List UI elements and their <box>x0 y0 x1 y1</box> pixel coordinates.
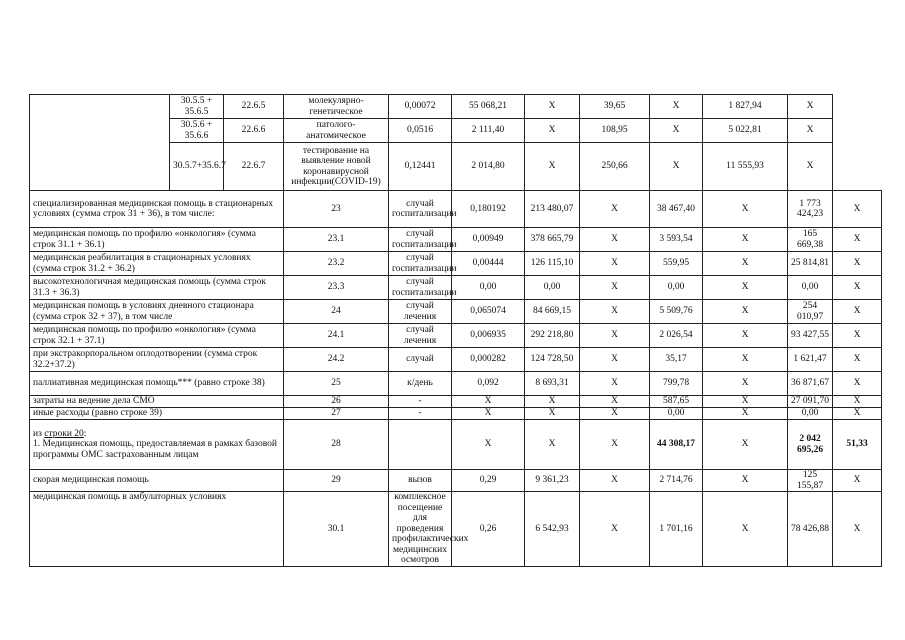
row-name-cell: медицинская помощь в амбулаторных условиях <box>30 492 284 567</box>
value-cell: 11 555,93 <box>703 143 788 191</box>
code-b-cell: 22.6.7 <box>224 143 284 191</box>
value-cell: 0,00 <box>650 276 703 300</box>
cost-cell: 124 728,50 <box>525 348 580 372</box>
value-cell: 1 773 424,23 <box>788 191 833 228</box>
unit-cell: случай госпитализации <box>389 191 452 228</box>
value-cell: X <box>650 119 703 143</box>
value-cell: X <box>703 470 788 492</box>
value-cell: 0,00 <box>788 408 833 420</box>
code-b-cell: 22.6.6 <box>224 119 284 143</box>
table-row <box>30 276 882 300</box>
unit-cell: случай госпитализации <box>389 252 452 276</box>
cost-cell: 84 669,15 <box>525 300 580 324</box>
volume-cell: 0,0516 <box>389 119 452 143</box>
value-cell: 587,65 <box>650 396 703 408</box>
value-cell: 5 022,81 <box>703 119 788 143</box>
value-cell: 39,65 <box>580 95 650 119</box>
volume-cell: 0,006935 <box>452 324 525 348</box>
volume-cell: X <box>452 396 525 408</box>
value-cell: X <box>703 191 788 228</box>
volume-cell: 0,29 <box>452 470 525 492</box>
volume-cell: X <box>452 420 525 470</box>
value-cell: X <box>788 95 833 119</box>
code-a-cell: 30.5.6 + 35.6.6 <box>170 119 224 143</box>
line-cell: 25 <box>284 372 389 396</box>
table-row <box>30 191 882 228</box>
value-cell: X <box>580 228 650 252</box>
value-cell: X <box>833 191 882 228</box>
value-cell: X <box>580 276 650 300</box>
value-cell: 2 026,54 <box>650 324 703 348</box>
cost-cell: 8 693,31 <box>525 372 580 396</box>
row-name-cell: скорая медицинская помощь <box>30 470 284 492</box>
value-cell: X <box>703 396 788 408</box>
value-cell: X <box>580 252 650 276</box>
code-b-cell: 22.6.5 <box>224 95 284 119</box>
volume-cell: X <box>452 408 525 420</box>
value-cell: 254 010,97 <box>788 300 833 324</box>
value-cell: X <box>703 348 788 372</box>
volume-cell: 0,065074 <box>452 300 525 324</box>
line-cell: 24 <box>284 300 389 324</box>
code-a-cell: 30.5.7+35.6.7 <box>170 143 224 191</box>
value-cell: X <box>525 119 580 143</box>
value-cell: X <box>833 252 882 276</box>
volume-cell: 0,26 <box>452 492 525 567</box>
value-cell: 799,78 <box>650 372 703 396</box>
unit-cell: молекулярно-генетическое <box>284 95 389 119</box>
section-name-cell <box>30 420 284 470</box>
value-cell: 2 042 695,26 <box>788 420 833 470</box>
value-cell: X <box>833 470 882 492</box>
unit-cell: - <box>389 408 452 420</box>
value-cell: X <box>703 324 788 348</box>
code-a-cell: 30.5.5 + 35.6.5 <box>170 95 224 119</box>
table-row <box>30 252 882 276</box>
table-row <box>30 228 882 252</box>
unit-cell: комплексное посещение для проведения профилактических медицинских осмотров <box>389 492 452 567</box>
value-cell: X <box>580 492 650 567</box>
value-cell: X <box>703 420 788 470</box>
cost-cell: 9 361,23 <box>525 470 580 492</box>
table-row <box>30 300 882 324</box>
cost-cell: 292 218,80 <box>525 324 580 348</box>
row-name-cell: медицинская помощь по профилю «онкология» (сумма строк 32.1 + 37.1) <box>30 324 284 348</box>
value-cell: 3 593,54 <box>650 228 703 252</box>
value-cell: 559,95 <box>650 252 703 276</box>
value-cell: X <box>833 408 882 420</box>
value-cell: X <box>833 348 882 372</box>
cost-cell: X <box>525 396 580 408</box>
value-cell: X <box>580 372 650 396</box>
unit-cell: случай лечения <box>389 300 452 324</box>
value-cell: X <box>788 143 833 191</box>
value-cell: X <box>703 252 788 276</box>
value-cell: 51,33 <box>833 420 882 470</box>
value-cell: 1 827,94 <box>703 95 788 119</box>
unit-cell: случай лечения <box>389 324 452 348</box>
unit-cell <box>389 420 452 470</box>
value-cell: 35,17 <box>650 348 703 372</box>
value-cell: X <box>833 372 882 396</box>
line-cell: 24.1 <box>284 324 389 348</box>
volume-cell: 0,00949 <box>452 228 525 252</box>
value-cell: 1 701,16 <box>650 492 703 567</box>
value-cell: X <box>703 408 788 420</box>
value-cell: X <box>833 228 882 252</box>
unit-cell: случай <box>389 348 452 372</box>
table-row <box>30 372 882 396</box>
cost-cell: X <box>525 420 580 470</box>
unit-cell: вызов <box>389 470 452 492</box>
value-cell: X <box>650 95 703 119</box>
value-cell: X <box>580 420 650 470</box>
value-cell: X <box>703 300 788 324</box>
value-cell: X <box>580 408 650 420</box>
value-cell: 27 091,70 <box>788 396 833 408</box>
volume-cell: 0,180192 <box>452 191 525 228</box>
cost-cell: 55 068,21 <box>452 95 525 119</box>
table-row <box>30 470 882 492</box>
value-cell: 78 426,88 <box>788 492 833 567</box>
value-cell: X <box>833 396 882 408</box>
line-cell: 24.2 <box>284 348 389 372</box>
value-cell: X <box>580 191 650 228</box>
volume-cell: 0,00072 <box>389 95 452 119</box>
value-cell: 2 714,76 <box>650 470 703 492</box>
row-name-cell: высокотехнологичная медицинская помощь (сумма строк 31.3 + 36.3) <box>30 276 284 300</box>
value-cell: 38 467,40 <box>650 191 703 228</box>
cost-cell: 2 014,80 <box>452 143 525 191</box>
value-cell: X <box>580 300 650 324</box>
value-cell: X <box>580 396 650 408</box>
value-cell: X <box>580 324 650 348</box>
value-cell: X <box>703 372 788 396</box>
unit-cell: случай госпитализации <box>389 276 452 300</box>
row-name-cell: медицинская реабилитация в стационарных условиях (сумма строк 31.2 + 36.2) <box>30 252 284 276</box>
volume-cell: 0,000282 <box>452 348 525 372</box>
line-cell: 27 <box>284 408 389 420</box>
value-cell: 5 509,76 <box>650 300 703 324</box>
value-cell: 1 621,47 <box>788 348 833 372</box>
value-cell: 44 308,17 <box>650 420 703 470</box>
cost-cell: 0,00 <box>525 276 580 300</box>
table-row <box>30 492 882 567</box>
value-cell: 108,95 <box>580 119 650 143</box>
cost-cell: 2 111,40 <box>452 119 525 143</box>
cost-cell: 213 480,07 <box>525 191 580 228</box>
row-name-cell: при экстракорпоральном оплодотворении (сумма строк 32.2+37.2) <box>30 348 284 372</box>
row-name-cell: иные расходы (равно строке 39) <box>30 408 284 420</box>
row-name-cell: медицинская помощь по профилю «онкология» (сумма строк 31.1 + 36.1) <box>30 228 284 252</box>
table-row <box>30 396 882 408</box>
cost-cell: 126 115,10 <box>525 252 580 276</box>
value-cell: X <box>788 119 833 143</box>
value-cell: 36 871,67 <box>788 372 833 396</box>
empty-cell <box>30 95 170 191</box>
value-cell: X <box>703 276 788 300</box>
value-cell: X <box>833 492 882 567</box>
table-row <box>30 324 882 348</box>
volume-cell: 0,12441 <box>389 143 452 191</box>
line-cell: 26 <box>284 396 389 408</box>
cost-cell: 378 665,79 <box>525 228 580 252</box>
section-prefix: из <box>33 428 45 439</box>
value-cell: 165 669,38 <box>788 228 833 252</box>
volume-cell: 0,092 <box>452 372 525 396</box>
line-cell: 29 <box>284 470 389 492</box>
unit-cell: патолого-анатомическое <box>284 119 389 143</box>
value-cell: X <box>703 228 788 252</box>
value-cell: X <box>525 95 580 119</box>
unit-cell: случай госпитализации <box>389 228 452 252</box>
row-name-cell: паллиативная медицинская помощь*** (равно строке 38) <box>30 372 284 396</box>
table-row <box>30 408 882 420</box>
value-cell: X <box>703 492 788 567</box>
line-cell: 23 <box>284 191 389 228</box>
table-row <box>30 348 882 372</box>
line-cell: 23.2 <box>284 252 389 276</box>
unit-cell: - <box>389 396 452 408</box>
value-cell: 93 427,55 <box>788 324 833 348</box>
volume-cell: 0,00 <box>452 276 525 300</box>
value-cell: 250,66 <box>580 143 650 191</box>
value-cell: 25 814,81 <box>788 252 833 276</box>
row-name-cell: медицинская помощь в условиях дневного стационара (сумма строк 32 + 37), в том числе <box>30 300 284 324</box>
section-title: 1. Медицинская помощь, предоставляемая в рамках базовой программы ОМС застрахованным лицам <box>33 439 277 460</box>
section-row-reference: строки 20 <box>44 428 84 439</box>
value-cell: 0,00 <box>650 408 703 420</box>
cost-cell: X <box>525 408 580 420</box>
value-cell: X <box>650 143 703 191</box>
volume-cell: 0,00444 <box>452 252 525 276</box>
section-suffix: : <box>83 428 87 439</box>
section-row <box>30 420 882 470</box>
unit-cell: к/день <box>389 372 452 396</box>
line-cell: 23.3 <box>284 276 389 300</box>
row-name-cell: специализированная медицинская помощь в стационарных условиях (сумма строк 31 + 36), в том числе: <box>30 191 284 228</box>
value-cell: X <box>580 348 650 372</box>
line-cell: 28 <box>284 420 389 470</box>
value-cell: 125 155,87 <box>788 470 833 492</box>
value-cell: X <box>833 324 882 348</box>
value-cell: X <box>525 143 580 191</box>
line-cell: 23.1 <box>284 228 389 252</box>
finance-table <box>29 94 882 567</box>
line-cell: 30.1 <box>284 492 389 567</box>
cost-cell: 6 542,93 <box>525 492 580 567</box>
value-cell: X <box>580 470 650 492</box>
value-cell: X <box>833 300 882 324</box>
value-cell: 0,00 <box>788 276 833 300</box>
table-row <box>30 95 882 119</box>
unit-cell: тестирование на выявление новой коронавирусной инфекции(COVID-19) <box>284 143 389 191</box>
row-name-cell: затраты на ведение дела СМО <box>30 396 284 408</box>
value-cell: X <box>833 276 882 300</box>
